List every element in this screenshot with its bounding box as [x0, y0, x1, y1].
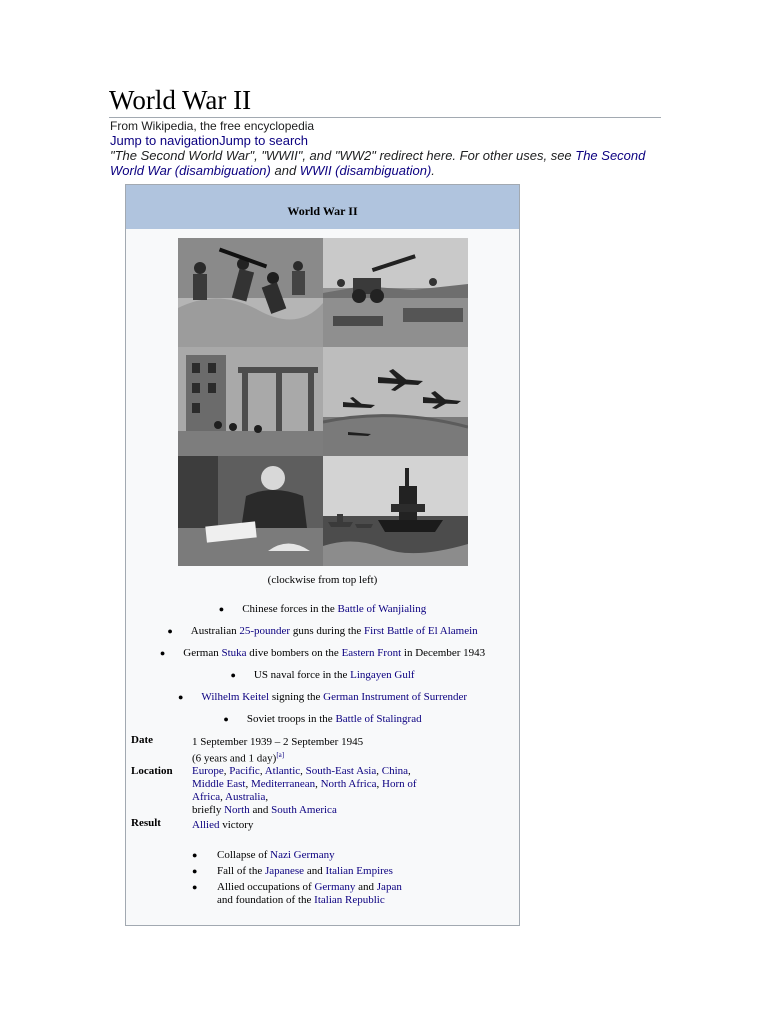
- stuka-bombers-photo[interactable]: [323, 347, 468, 456]
- bullet-icon: ●: [192, 882, 198, 892]
- location-link[interactable]: Australia: [225, 791, 266, 803]
- list-item: ● Australian 25-pounder guns during the First Battle of El Alamein: [167, 625, 478, 637]
- eastern-front-link[interactable]: Eastern Front: [341, 647, 402, 659]
- photo-montage[interactable]: [178, 238, 468, 566]
- location-link[interactable]: South America: [271, 804, 337, 816]
- location-link[interactable]: Horn of Africa: [192, 778, 417, 803]
- hatnote-mid: and: [270, 163, 300, 178]
- list-item: ● US naval force in the Lingayen Gulf: [230, 669, 415, 681]
- result-label: Result: [131, 817, 161, 829]
- jump-links: [110, 133, 308, 148]
- result-value: Allied victory: [192, 819, 254, 831]
- bullet-icon: ●: [192, 850, 198, 860]
- list-item: ● Soviet troops in the Battle of Stalingrad: [223, 713, 422, 725]
- date-value: 1 September 1939 – 2 September 1945 (6 years and 1 day)[a]: [192, 736, 364, 765]
- hatnote: [110, 148, 650, 178]
- location-value: Europe, Pacific, Atlantic, South-East Asia, China, Middle East, Mediterranean, North Africa, Horn of Africa, Australia, briefly North and South America: [192, 765, 417, 816]
- date-footnote-link[interactable]: [a]: [276, 751, 285, 759]
- list-item: ● German Stuka dive bombers on the Eastern Front in December 1943: [159, 647, 486, 659]
- bullet-icon: ●: [167, 626, 173, 636]
- photo-caption: (clockwise from top left): [267, 574, 378, 586]
- italian-empires-link[interactable]: Italian Empires: [325, 865, 393, 877]
- list-item: ● Fall of the Japanese and Italian Empires: [192, 865, 393, 877]
- wwii-disambiguation-link[interactable]: WWII (disambiguation): [299, 163, 432, 178]
- infobox-header: World War II: [126, 185, 519, 229]
- japanese-link[interactable]: Japanese: [264, 865, 305, 877]
- bullet-icon: ●: [177, 692, 184, 702]
- location-link[interactable]: North: [224, 804, 250, 816]
- location-link[interactable]: Atlantic: [264, 765, 301, 777]
- location-link[interactable]: Europe: [192, 765, 224, 777]
- list-item: ● Allied occupations of Germany and Japan and foundation of the Italian Republic: [192, 881, 402, 906]
- hatnote-prefix: "The Second World War", "WWII", and "WW2" redirect here. For other uses, see: [110, 148, 576, 163]
- page-title: World War II: [109, 84, 661, 118]
- location-link[interactable]: China: [381, 765, 409, 777]
- japan-link[interactable]: Japan: [376, 881, 402, 893]
- australian-guns-photo[interactable]: [323, 238, 468, 347]
- list-item: ● Wilhelm Keitel signing the German Instrument of Surrender: [177, 691, 468, 703]
- instrument-of-surrender-link[interactable]: German Instrument of Surrender: [323, 691, 468, 703]
- naval-force-photo[interactable]: [323, 456, 468, 566]
- chinese-forces-photo[interactable]: [178, 238, 323, 347]
- location-link[interactable]: Middle East: [192, 778, 246, 790]
- location-label: Location: [131, 765, 173, 777]
- battle-of-stalingrad-link[interactable]: Battle of Stalingrad: [335, 713, 422, 725]
- 25-pounder-link[interactable]: 25-pounder: [239, 625, 291, 637]
- jump-to-navigation-link[interactable]: Jump to navigation: [110, 133, 220, 148]
- site-tagline: From Wikipedia, the free encyclopedia: [110, 119, 315, 133]
- list-item: ● Chinese forces in the Battle of Wanjialing: [218, 603, 427, 615]
- italian-republic-link[interactable]: Italian Republic: [314, 894, 385, 906]
- result-list: [192, 849, 452, 910]
- nazi-germany-link[interactable]: Nazi Germany: [270, 849, 335, 861]
- lingayen-gulf-link[interactable]: Lingayen Gulf: [350, 669, 415, 681]
- allied-link[interactable]: Allied: [192, 819, 220, 831]
- germany-link[interactable]: Germany: [314, 881, 356, 893]
- location-link[interactable]: Pacific: [229, 765, 260, 777]
- keitel-signing-photo[interactable]: [178, 456, 323, 566]
- location-link[interactable]: South-East Asia: [305, 765, 377, 777]
- battle-of-wanjialing-link[interactable]: Battle of Wanjialing: [337, 603, 427, 615]
- bullet-icon: ●: [159, 648, 166, 658]
- jump-to-search-link[interactable]: Jump to search: [219, 133, 308, 148]
- bullet-icon: ●: [218, 604, 225, 614]
- location-link[interactable]: Mediterranean: [250, 778, 316, 790]
- photo-description-list: [126, 598, 519, 730]
- bullet-icon: ●: [223, 714, 229, 724]
- stuka-link[interactable]: Stuka: [221, 647, 247, 659]
- wilhelm-keitel-link[interactable]: Wilhelm Keitel: [201, 691, 270, 703]
- stalingrad-ruins-photo[interactable]: [178, 347, 323, 456]
- disambiguation-link[interactable]: The Second World War (disambiguation): [110, 148, 646, 178]
- list-item: ● Collapse of Nazi Germany: [192, 849, 335, 861]
- location-link[interactable]: North Africa: [320, 778, 377, 790]
- infobox: [125, 184, 520, 926]
- bullet-icon: ●: [230, 670, 236, 680]
- bullet-icon: ●: [192, 866, 198, 876]
- date-label: Date: [131, 734, 153, 746]
- el-alamein-link[interactable]: First Battle of El Alamein: [364, 625, 478, 637]
- hatnote-suffix: .: [431, 163, 435, 178]
